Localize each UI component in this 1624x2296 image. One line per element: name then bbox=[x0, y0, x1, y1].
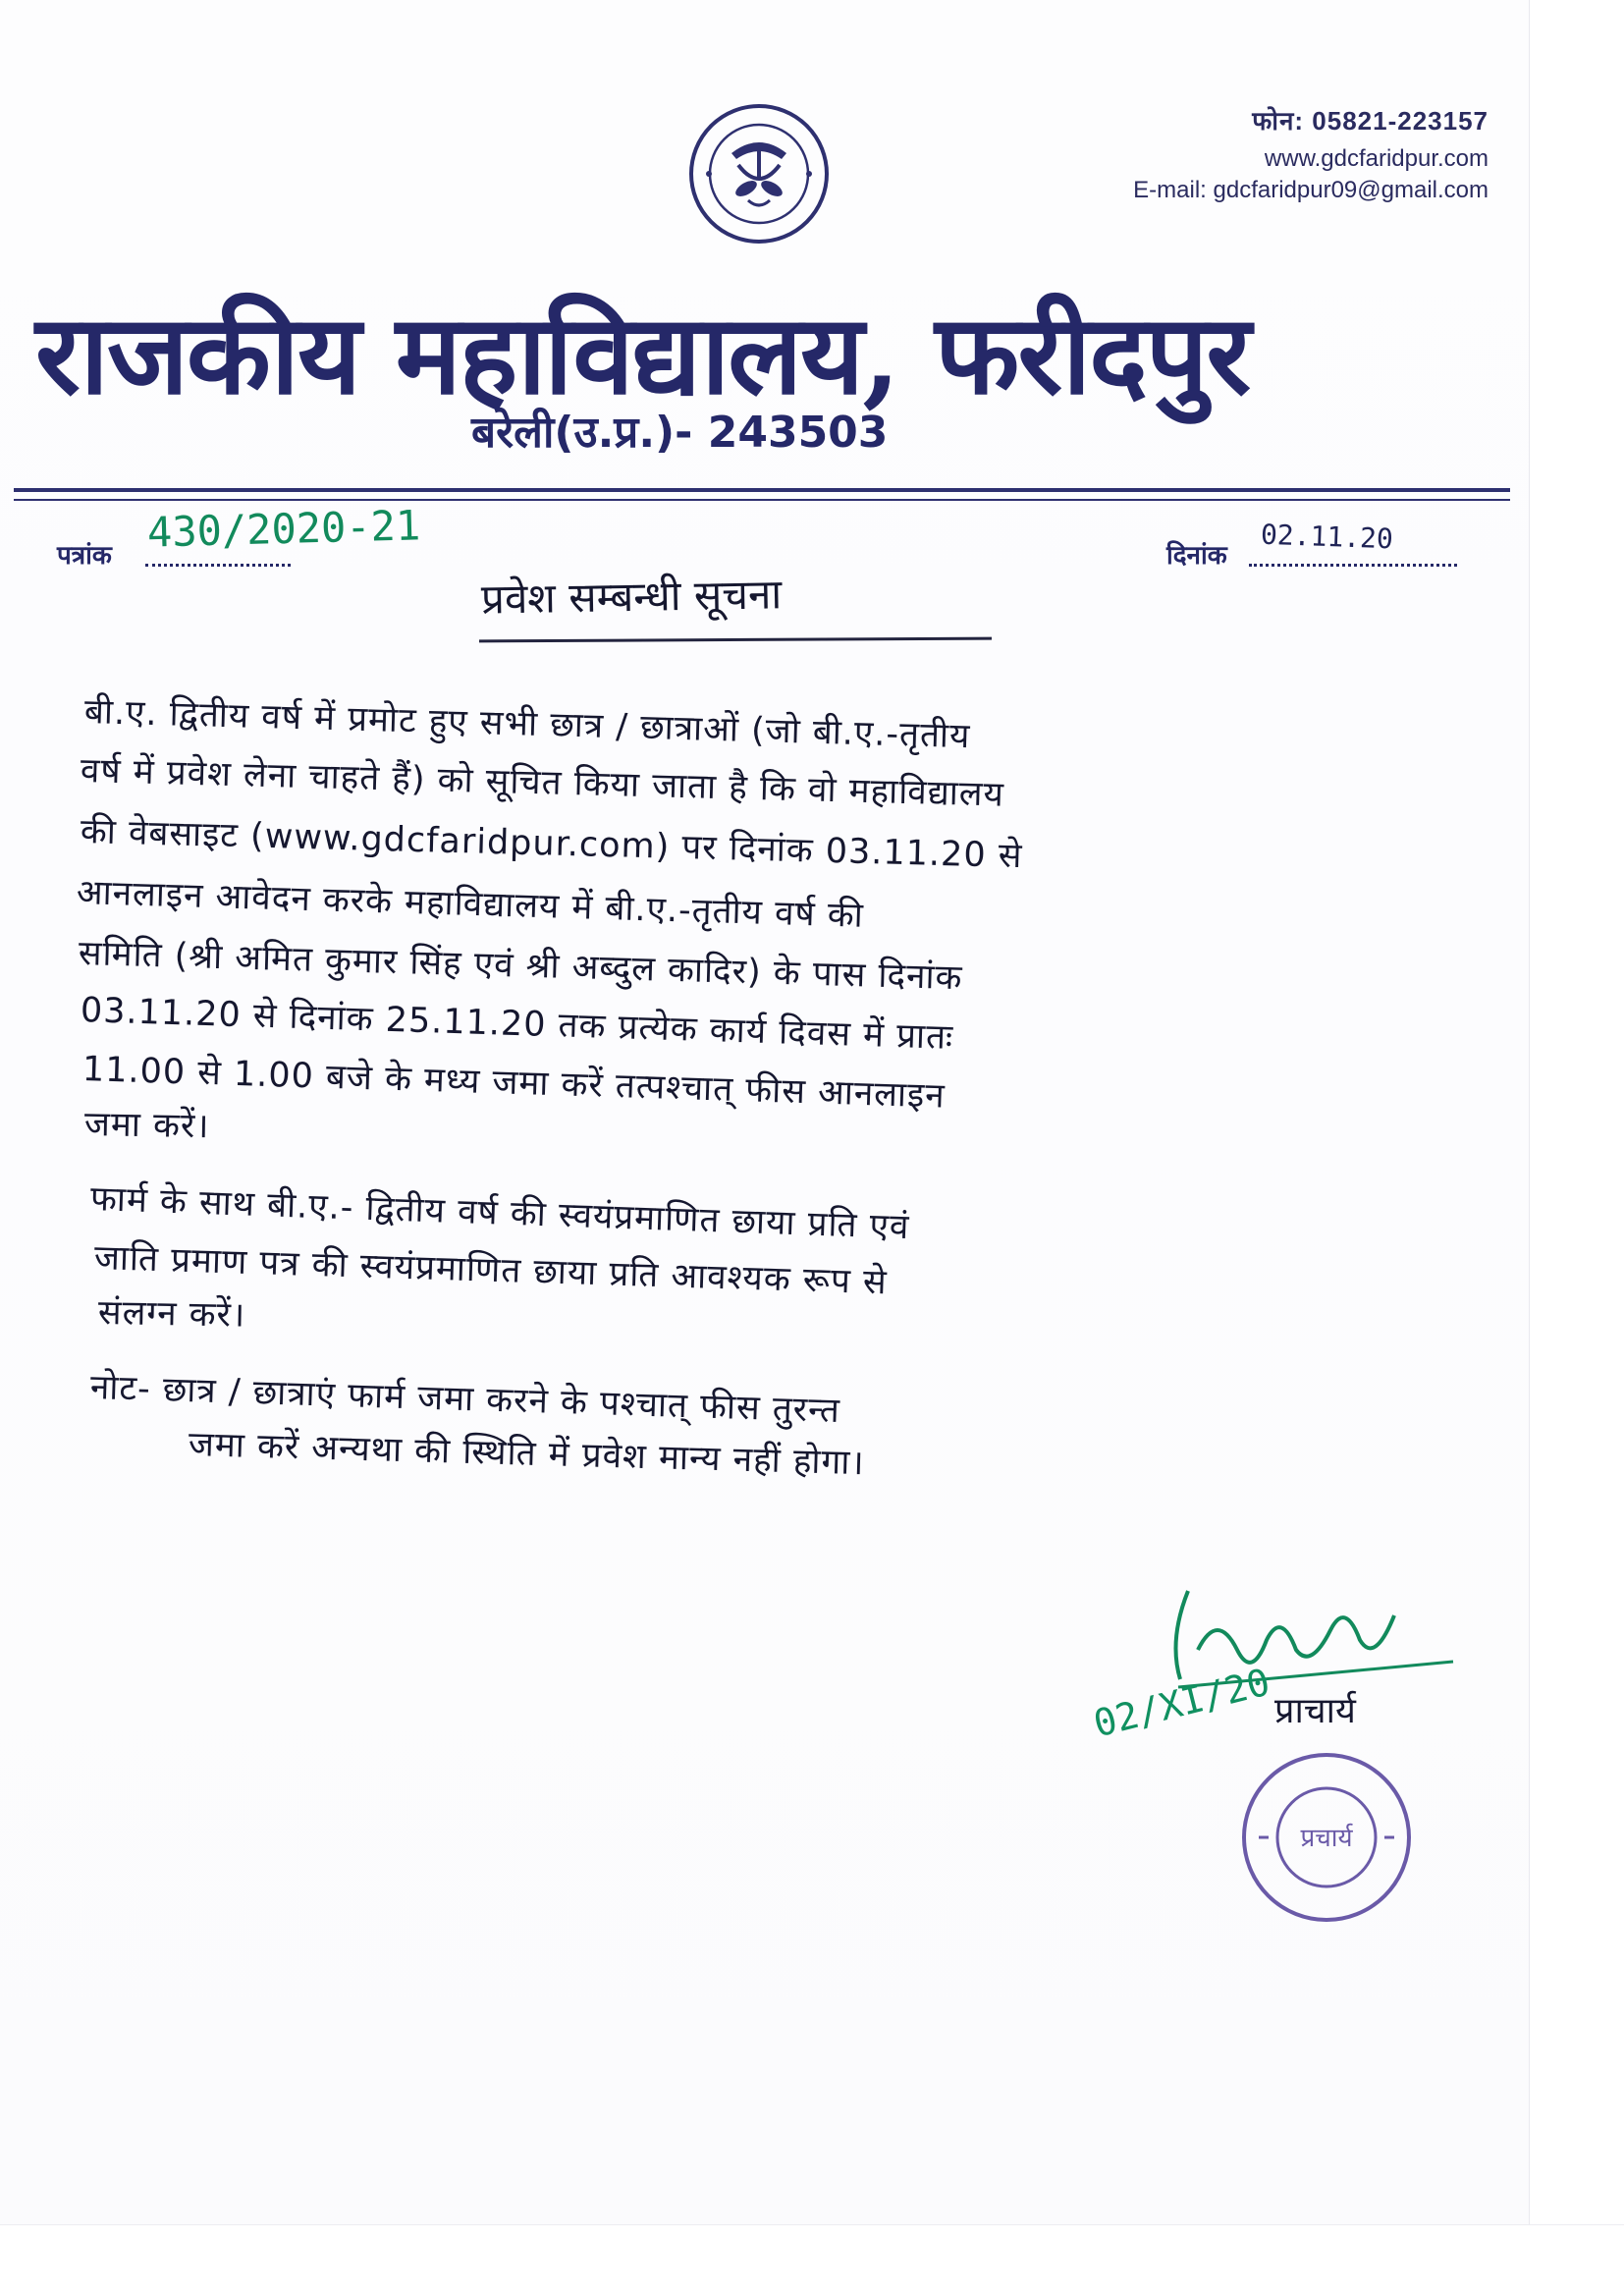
header-rule-thick bbox=[14, 488, 1510, 492]
date-label: दिनांक bbox=[1166, 541, 1227, 571]
subject-underline bbox=[479, 637, 992, 643]
signature-date: 02/XI/20 bbox=[1089, 1660, 1274, 1746]
body-line: की वेबसाइट (www.gdcfaridpur.com) पर दिनांक 03.11.20 से bbox=[80, 812, 1023, 877]
notice-subject: प्रवेश सम्बन्धी सूचना bbox=[480, 570, 783, 624]
phone-number: फोन: 05821-223157 bbox=[1252, 106, 1489, 136]
date-value: 02.11.20 bbox=[1260, 518, 1394, 556]
body-line: बी.ए. द्वितीय वर्ष में प्रमोट हुए सभी छात्र / छात्राओं (जो बी.ए.-तृतीय bbox=[83, 692, 971, 757]
body-line: नोट- छात्र / छात्राएं फार्म जमा करने के पश्चात् फीस तुरन्त bbox=[89, 1368, 841, 1431]
body-line: वर्ष में प्रवेश लेना चाहते हैं) को सूचित किया जाता है कि वो महाविद्यालय bbox=[80, 751, 1005, 815]
body-line: संलग्न करें। bbox=[97, 1293, 246, 1336]
body-line: समिति (श्री अमित कुमार सिंह एवं श्री अब्दुल कादिर) के पास दिनांक bbox=[78, 934, 964, 999]
body-line: फार्म के साथ बी.ए.- द्वितीय वर्ष की स्वयंप्रमाणित छाया प्रति एवं bbox=[89, 1179, 911, 1248]
body-line: 03.11.20 से दिनांक 25.11.20 तक प्रत्येक कार्य दिवस में प्रातः bbox=[80, 991, 954, 1058]
principal-title: प्राचार्य bbox=[1274, 1691, 1356, 1731]
body-line: 11.00 से 1.00 बजे के मध्य जमा करें तत्पश्चात् फीस आनलाइन bbox=[81, 1050, 947, 1117]
body-line: जाति प्रमाण पत्र की स्वयंप्रमाणित छाया प्रति आवश्यक रूप से bbox=[93, 1238, 889, 1303]
contact-block bbox=[1133, 102, 1489, 206]
reference-number: 430/2020-21 bbox=[146, 501, 421, 557]
stamp-center-text: प्रचार्य bbox=[1300, 1824, 1353, 1853]
email-address[interactable]: E-mail: gdcfaridpur09@gmail.com bbox=[1133, 177, 1489, 203]
up-government-emblem-icon bbox=[687, 102, 831, 246]
college-stamp-icon bbox=[1239, 1750, 1414, 1925]
header-rule-thin bbox=[14, 499, 1510, 501]
reference-label: पत्रांक bbox=[57, 541, 112, 571]
body-line: आनलाइन आवेदन करके महाविद्यालय में बी.ए.-तृतीय वर्ष की bbox=[76, 873, 865, 936]
college-address: बरेली(उ.प्र.)- 243503 bbox=[471, 408, 889, 458]
website-link[interactable]: www.gdcfaridpur.com bbox=[1264, 145, 1489, 172]
college-name: राजकीय महाविद्यालय, फरीदपुर bbox=[35, 291, 1250, 419]
scan-edge-right bbox=[1529, 0, 1624, 2296]
scan-edge-bottom bbox=[0, 2224, 1624, 2296]
body-line: जमा करें अन्यथा की स्थिति में प्रवेश मान्य नहीं होगा। bbox=[188, 1425, 866, 1484]
body-line: जमा करें। bbox=[83, 1105, 210, 1147]
